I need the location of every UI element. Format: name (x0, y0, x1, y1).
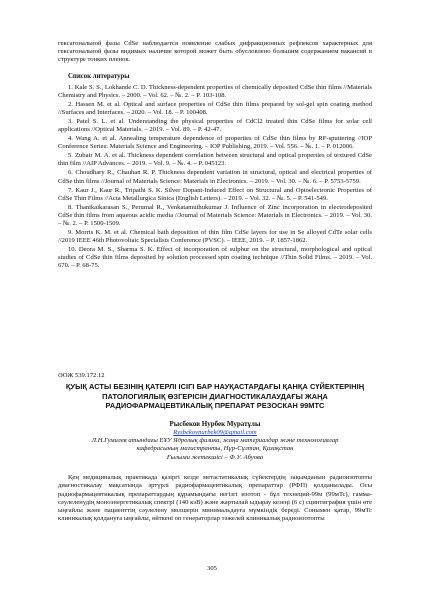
author-name: Рысбеков Нурбек Муратұлы (169, 420, 261, 428)
references-heading: Список литературы (68, 73, 130, 80)
article-title: ҚУЫҚ АСТЫ БЕЗІНІҢ ҚАТЕРЛІ ІСІГІ БАР НАУҚАСТАРДАҒЫ ҚАНҚА СҮЙЕКТЕРІНІҢ ПАТОЛОГИЯЛЫҚ ӨЗГЕРІСІН ДИАГНОСТИКАЛАУДАҒЫ ЖАҢА РАДИОФАРМАЦЕВТИКАЛЫҚ ПРЕПАРАТ РЕЗОСКАН 99МТС (65, 382, 365, 411)
reference-item: 4. Wang A. et al. Annealing temperature dependence of properties of CdSe thin films by RF-sputtering //IOP Conference Series: Materials Science and Engineering. – IOP Publishing, 2019. – Vol. 556. – №. 1. – P. 012006. (58, 135, 372, 151)
author-email-link[interactable]: Rysbekovnurbek09@gmail.com (173, 429, 257, 436)
intro-paragraph: гексагональной фазы CdSe наблюдается появление слабых дифракционных рефлексов характерных для гексагональной фазы видимых наличие которой может быть обусловлено большим содержанием вакансий в структуре тонких пленок. (58, 40, 372, 64)
supervisor-line: Ғылыми жетекшісі – Ф.У. Абуова (166, 453, 264, 461)
affiliation-block (58, 437, 372, 462)
affiliation-line: кафедрасының магистранты, Нұр-Сұлтан, Қазақстан (136, 445, 294, 453)
reference-item: 7. Kaur J., Kaur R., Tripathi S. K. Silver Dopant-Induced Effect on Structural and Optoelectronic Properties of CdSe Thin Films //Acta Metallurgica Sinica (English Letters). – 2019. – Vol. 32. – №. 5. – P. 541-549. (58, 186, 372, 202)
references-list (58, 84, 372, 271)
abstract-paragraph: Қең медициналық практикада қазіргі кезде метастатикалық сүйектердің зақымданын радиоизотопты диагностикалау мақсатында әртүрлі радиофармацевтикалық препараттар (РФП) қолданылады. Осы радиофармацевтикалық препараттардың құрамындағы негізгі изотоп - бұл технеций-99м (99мTc), гамма-сәулеленудің моноэнергетикалық спектрі (140 кэВ) және жартылай ыдырау кезеңі (6 с) сцинтиграфия үшін өте ыңғайлы және пациенттің сәулелену мөлшерін минимальдауға мүмкіндік береді. Сонымен қатар, 99мTc клиникалық қолдануға ыңғайлы, өйткені оп генераторлар тәжелей клиникалық радиоизотопты (58, 474, 372, 523)
reference-item: 5. Zubair M. A. et al. Thickness dependent correlation between structural and optical properties of textured CdSe thin film //AIP Advances. – 2019. – Vol. 9. – №. 4. – P. 045123. (58, 152, 372, 168)
reference-item: 8. Thanikaikarasan S., Perumal R., Venkatamuthukumar J. Influence of Zinc incorporation in electrodeposited CdSe thin films from aqueous acidic media //Journal of Materials Science: Materials in Electronics. – 2019. – Vol. 30. – №. 2. – P. 1500-1509. (58, 203, 372, 227)
reference-item: 3. Patel S. L. et al. Understanding the physical properties of CdCl2 treated thin CdSe films for solar cell applications //Optical Materials. – 2019. – Vol. 89. – P. 42-47. (58, 118, 372, 134)
udc-code: ӘОЖ 539.172.12 (58, 372, 105, 379)
affiliation-line: Л.Н.Гумилев атындағы ЕҰУ Ядролық физика, жаңа материалдар және технологиялар (91, 437, 339, 444)
reference-item: 6. Choudhary R., Chauhan R. P. Thickness dependent variation in structural, optical and electrical properties of CdSe thin films //Journal of Materials Science: Materials in Electronics. – 2019. – Vol. 30. – №. 6. – P. 5753-5759. (58, 169, 372, 185)
reference-item: 2. Hassen M. et al. Optical and surface properties of CdSe thin films prepared by sol-gel spin coating method //Surfaces and Interfaces. – 2020. – Vol. 18. – P. 100408. (58, 101, 372, 117)
page-number: 305 (207, 565, 217, 572)
reference-item: 10. Deora M. S., Sharma S. K. Effect of incorporation of sulphur on the structural, morphological and optical studies of CdSe thin films deposited by solution processed spin coating technique //Thin Solid Films. – 2019. – Vol. 670. – P. 68-75. (58, 245, 372, 269)
reference-item: 1. Kale S. S., Lokhande C. D. Thickness-dependent properties of chemically deposited CdSe thin films //Materials Chemistry and Physics. – 2000. – Vol. 62. – №. 2. – P. 103-108. (58, 84, 372, 100)
reference-item: 9. Morris K. M. et al. Chemical bath deposition of thin film CdSe layers for use in Se alloyed CdTe solar cells //2019 IEEE 46th Photovoltaic Specialists Conference (PVSC). – IEEE, 2019. – P. 1857-1862. (58, 228, 372, 244)
